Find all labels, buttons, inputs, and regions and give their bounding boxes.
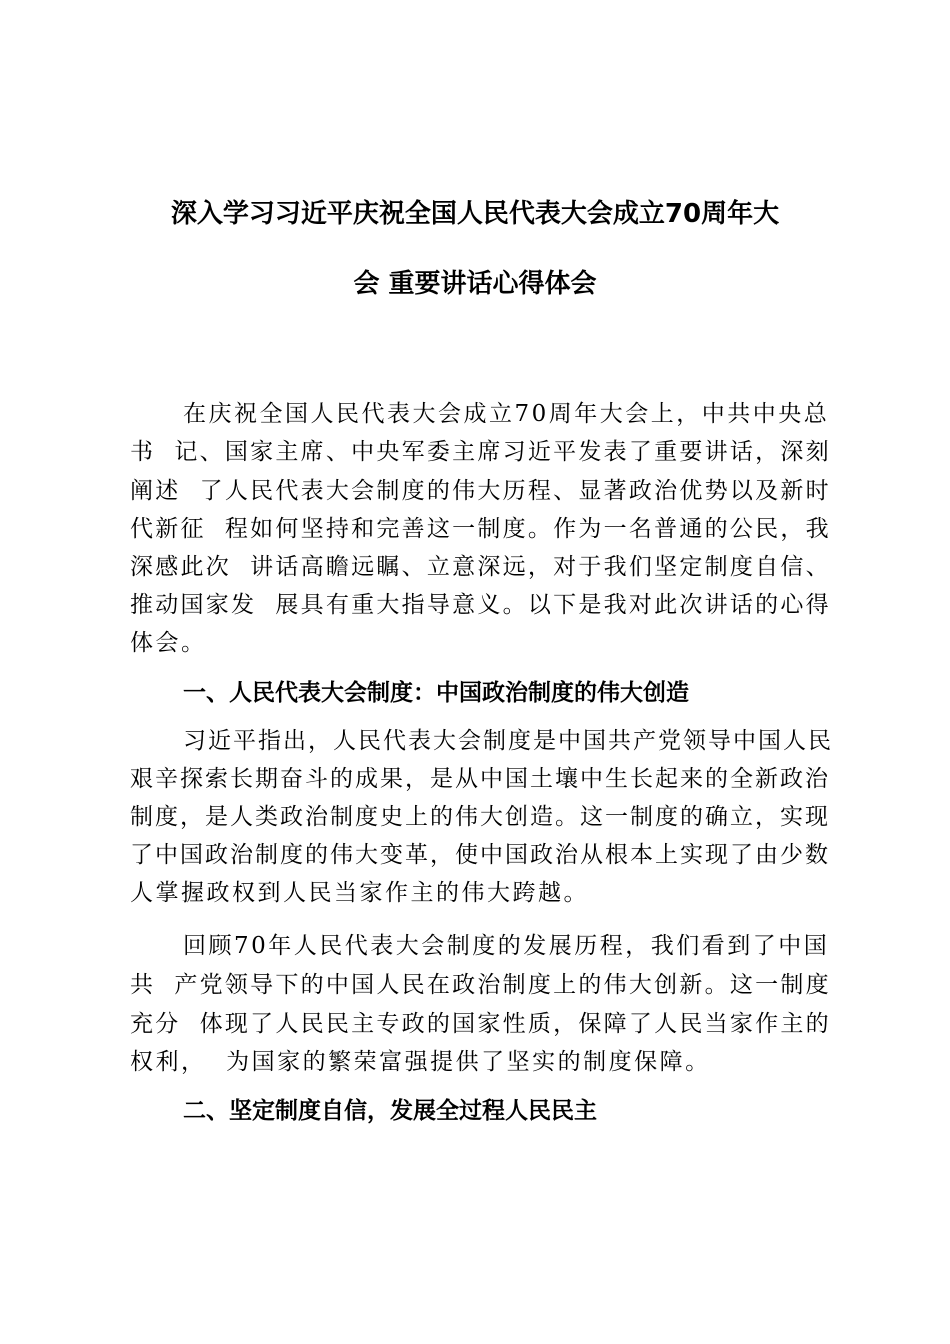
intro-line: 深感此次 讲话高瞻远瞩、立意深远，对于我们坚定制度自信、 xyxy=(130,554,831,580)
section1-para2-line: 权利， 为国家的繁荣富强提供了坚实的制度保障。 xyxy=(130,1049,711,1075)
section1-para1-line: 人掌握政权到人民当家作主的伟大跨越。 xyxy=(130,880,589,906)
section1-para2-line: 共 产党领导下的中国人民在政治制度上的伟大创新。这一制度 xyxy=(130,972,831,998)
section1-para1-line: 习近平指出，人民代表大会制度是中国共产党领导中国人民 xyxy=(183,728,833,754)
document-title-line-1: 深入学习习近平庆祝全国人民代表大会成立70周年大 xyxy=(170,199,780,229)
section1-para1-line: 了中国政治制度的伟大变革，使中国政治从根本上实现了由少数 xyxy=(130,842,830,868)
section1-para2-line: 充分 体现了人民民主专政的国家性质，保障了人民当家作主的 xyxy=(130,1011,831,1037)
section1-para1-line: 艰辛探索长期奋斗的成果，是从中国土壤中生长起来的全新政治 xyxy=(130,766,830,792)
section-heading-2: 二、坚定制度自信，发展全过程人民民主 xyxy=(183,1098,597,1124)
section1-para1-line: 制度，是人类政治制度史上的伟大创造。这一制度的确立，实现 xyxy=(130,804,830,830)
intro-line: 书 记、国家主席、中央军委主席习近平发表了重要讲话，深刻 xyxy=(130,439,831,465)
intro-line: 阐述 了人民代表大会制度的伟大历程、显著政治优势以及新时 xyxy=(130,478,831,504)
intro-line: 推动国家发 展具有重大指导意义。以下是我对此次讲话的心得 xyxy=(130,592,831,618)
section-heading-1: 一、人民代表大会制度：中国政治制度的伟大创造 xyxy=(183,680,689,706)
intro-line: 代新征 程如何坚持和完善这一制度。作为一名普通的公民，我 xyxy=(130,516,831,542)
document-title-line-2: 会 重要讲话心得体会 xyxy=(353,269,597,299)
intro-line: 体会。 xyxy=(130,630,207,656)
intro-line: 在庆祝全国人民代表大会成立70周年大会上，中共中央总 xyxy=(183,401,830,427)
section1-para2-line: 回顾70年人民代表大会制度的发展历程，我们看到了中国 xyxy=(183,933,830,959)
